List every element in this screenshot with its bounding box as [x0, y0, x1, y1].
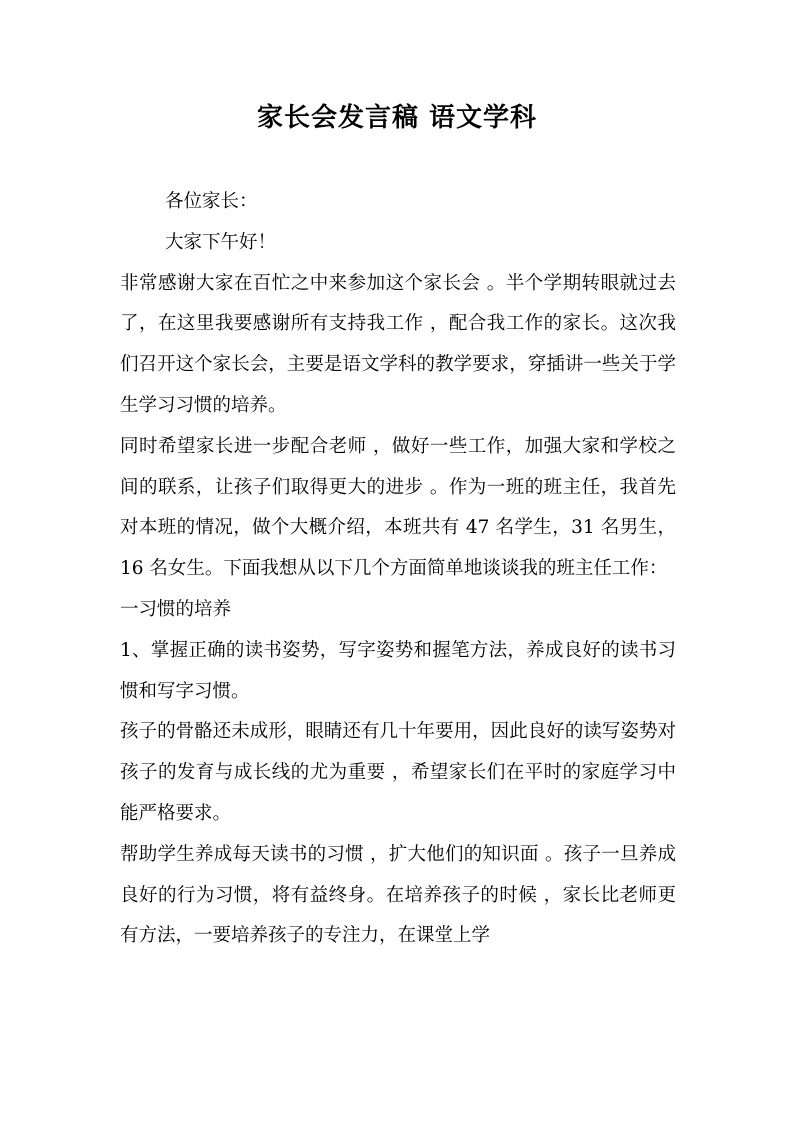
- paragraph: 非常感谢大家在百忙之中来参加这个家长会 。半个学期转眼就过去了，在这里我要感谢所有支持我工作 ，配合我工作的家长。这次我们召开这个家长会，主要是语文学科的教学要求，穿插讲一些关于学生学习习惯的培养。: [120, 272, 676, 416]
- paragraph: 同时希望家长进一步配合老师 ，做好一些工作，加强大家和学校之间的联系，让孩子们取得更大的进步 。作为一班的班主任，我首先对本班的情况，做个大概介绍，本班共有 47 名学生，31 名男生，16 名女生。下面我想从以下几个方面简单地谈谈我的班主任工作：: [120, 435, 676, 580]
- paragraph: 孩子的骨骼还未成形，眼睛还有几十年要用，因此良好的读写姿势对孩子的发育与成长线的尤为重要 ，希望家长们在平时的家庭学习中能严格要求。: [120, 721, 676, 824]
- paragraph: 1、掌握正确的读书姿势，写字姿势和握笔方法，养成良好的读书习惯和写字习惯。: [120, 639, 676, 702]
- paragraph: 帮助学生养成每天读书的习惯 ，扩大他们的知识面 。孩子一旦养成良好的行为习惯，将有益终身。在培养孩子的时候 ，家长比老师更有方法，一要培养孩子的专注力，在课堂上学: [120, 843, 676, 947]
- document-body: [120, 182, 676, 957]
- greeting: 大家下午好！: [165, 231, 277, 253]
- section-heading: 一习惯的培养: [120, 598, 232, 620]
- document-title: 家长会发言稿 语文学科: [256, 103, 538, 133]
- salutation: 各位家长：: [165, 191, 258, 212]
